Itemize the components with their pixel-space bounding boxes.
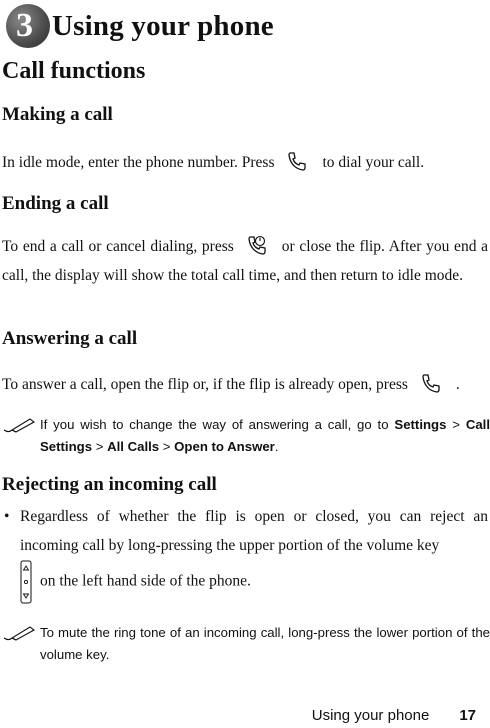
ending-call-text-after: or close the flip. After you end a call, the display will show the total call time, and then return to idle mode. bbox=[2, 238, 488, 284]
ending-call-text bbox=[2, 232, 488, 290]
call-key-icon bbox=[286, 150, 310, 172]
menu-path-sep: > bbox=[95, 439, 104, 454]
volume-key-icon bbox=[20, 560, 32, 604]
menu-path-call-settings: Call Settings bbox=[40, 417, 490, 454]
rejecting-call-bullet bbox=[2, 502, 488, 604]
rejecting-call-text-after: on the left hand side of the phone. bbox=[40, 572, 251, 590]
note-mute-ring bbox=[2, 622, 490, 666]
pen-note-icon bbox=[2, 416, 36, 434]
answering-call-text bbox=[2, 370, 488, 399]
making-call-text bbox=[2, 148, 488, 177]
pen-note-icon bbox=[2, 624, 36, 642]
rejecting-call-text-before: Regardless of whether the flip is open or closed, you can reject an incoming call by long-pressing the upper portion of the volume key bbox=[20, 508, 488, 554]
heading-ending-call: Ending a call bbox=[2, 193, 109, 214]
footer-section-name: Using your phone bbox=[311, 707, 430, 724]
note1-text-end: . bbox=[274, 439, 279, 454]
chapter-title: Using your phone bbox=[52, 10, 274, 42]
menu-path-all-calls: All Calls bbox=[107, 439, 160, 454]
call-key-icon bbox=[420, 372, 444, 394]
bullet-dot: • bbox=[4, 508, 10, 525]
menu-path-open-to-answer: Open to Answer bbox=[174, 439, 275, 454]
chapter-number-badge bbox=[6, 4, 50, 48]
page-footer bbox=[312, 707, 476, 724]
answering-call-text-after: . bbox=[455, 376, 460, 393]
chapter-heading bbox=[6, 4, 274, 48]
note-answer-settings bbox=[2, 414, 490, 458]
note1-text-start: If you wish to change the way of answering a call, go to bbox=[40, 417, 389, 432]
menu-path-settings: Settings bbox=[394, 417, 447, 432]
page-number: 17 bbox=[459, 707, 476, 724]
heading-answering-call: Answering a call bbox=[2, 328, 138, 349]
rejecting-call-text bbox=[20, 502, 488, 604]
heading-making-call: Making a call bbox=[2, 104, 113, 125]
end-key-icon bbox=[246, 234, 270, 256]
making-call-text-after: to dial your call. bbox=[322, 154, 425, 171]
note-answer-settings-text bbox=[40, 414, 490, 458]
menu-path-sep: > bbox=[452, 417, 460, 432]
menu-path-sep: > bbox=[162, 439, 171, 454]
section-title: Call functions bbox=[2, 58, 146, 84]
making-call-text-before: In idle mode, enter the phone number. Press bbox=[2, 154, 275, 171]
ending-call-text-before: To end a call or cancel dialing, press bbox=[2, 238, 234, 255]
answering-call-text-before: To answer a call, open the flip or, if the flip is already open, press bbox=[2, 376, 408, 393]
chapter-number: 3 bbox=[16, 7, 33, 44]
note-mute-ring-text: To mute the ring tone of an incoming call, long-press the lower portion of the volume key. bbox=[40, 625, 490, 662]
heading-rejecting-call: Rejecting an incoming call bbox=[2, 474, 217, 495]
